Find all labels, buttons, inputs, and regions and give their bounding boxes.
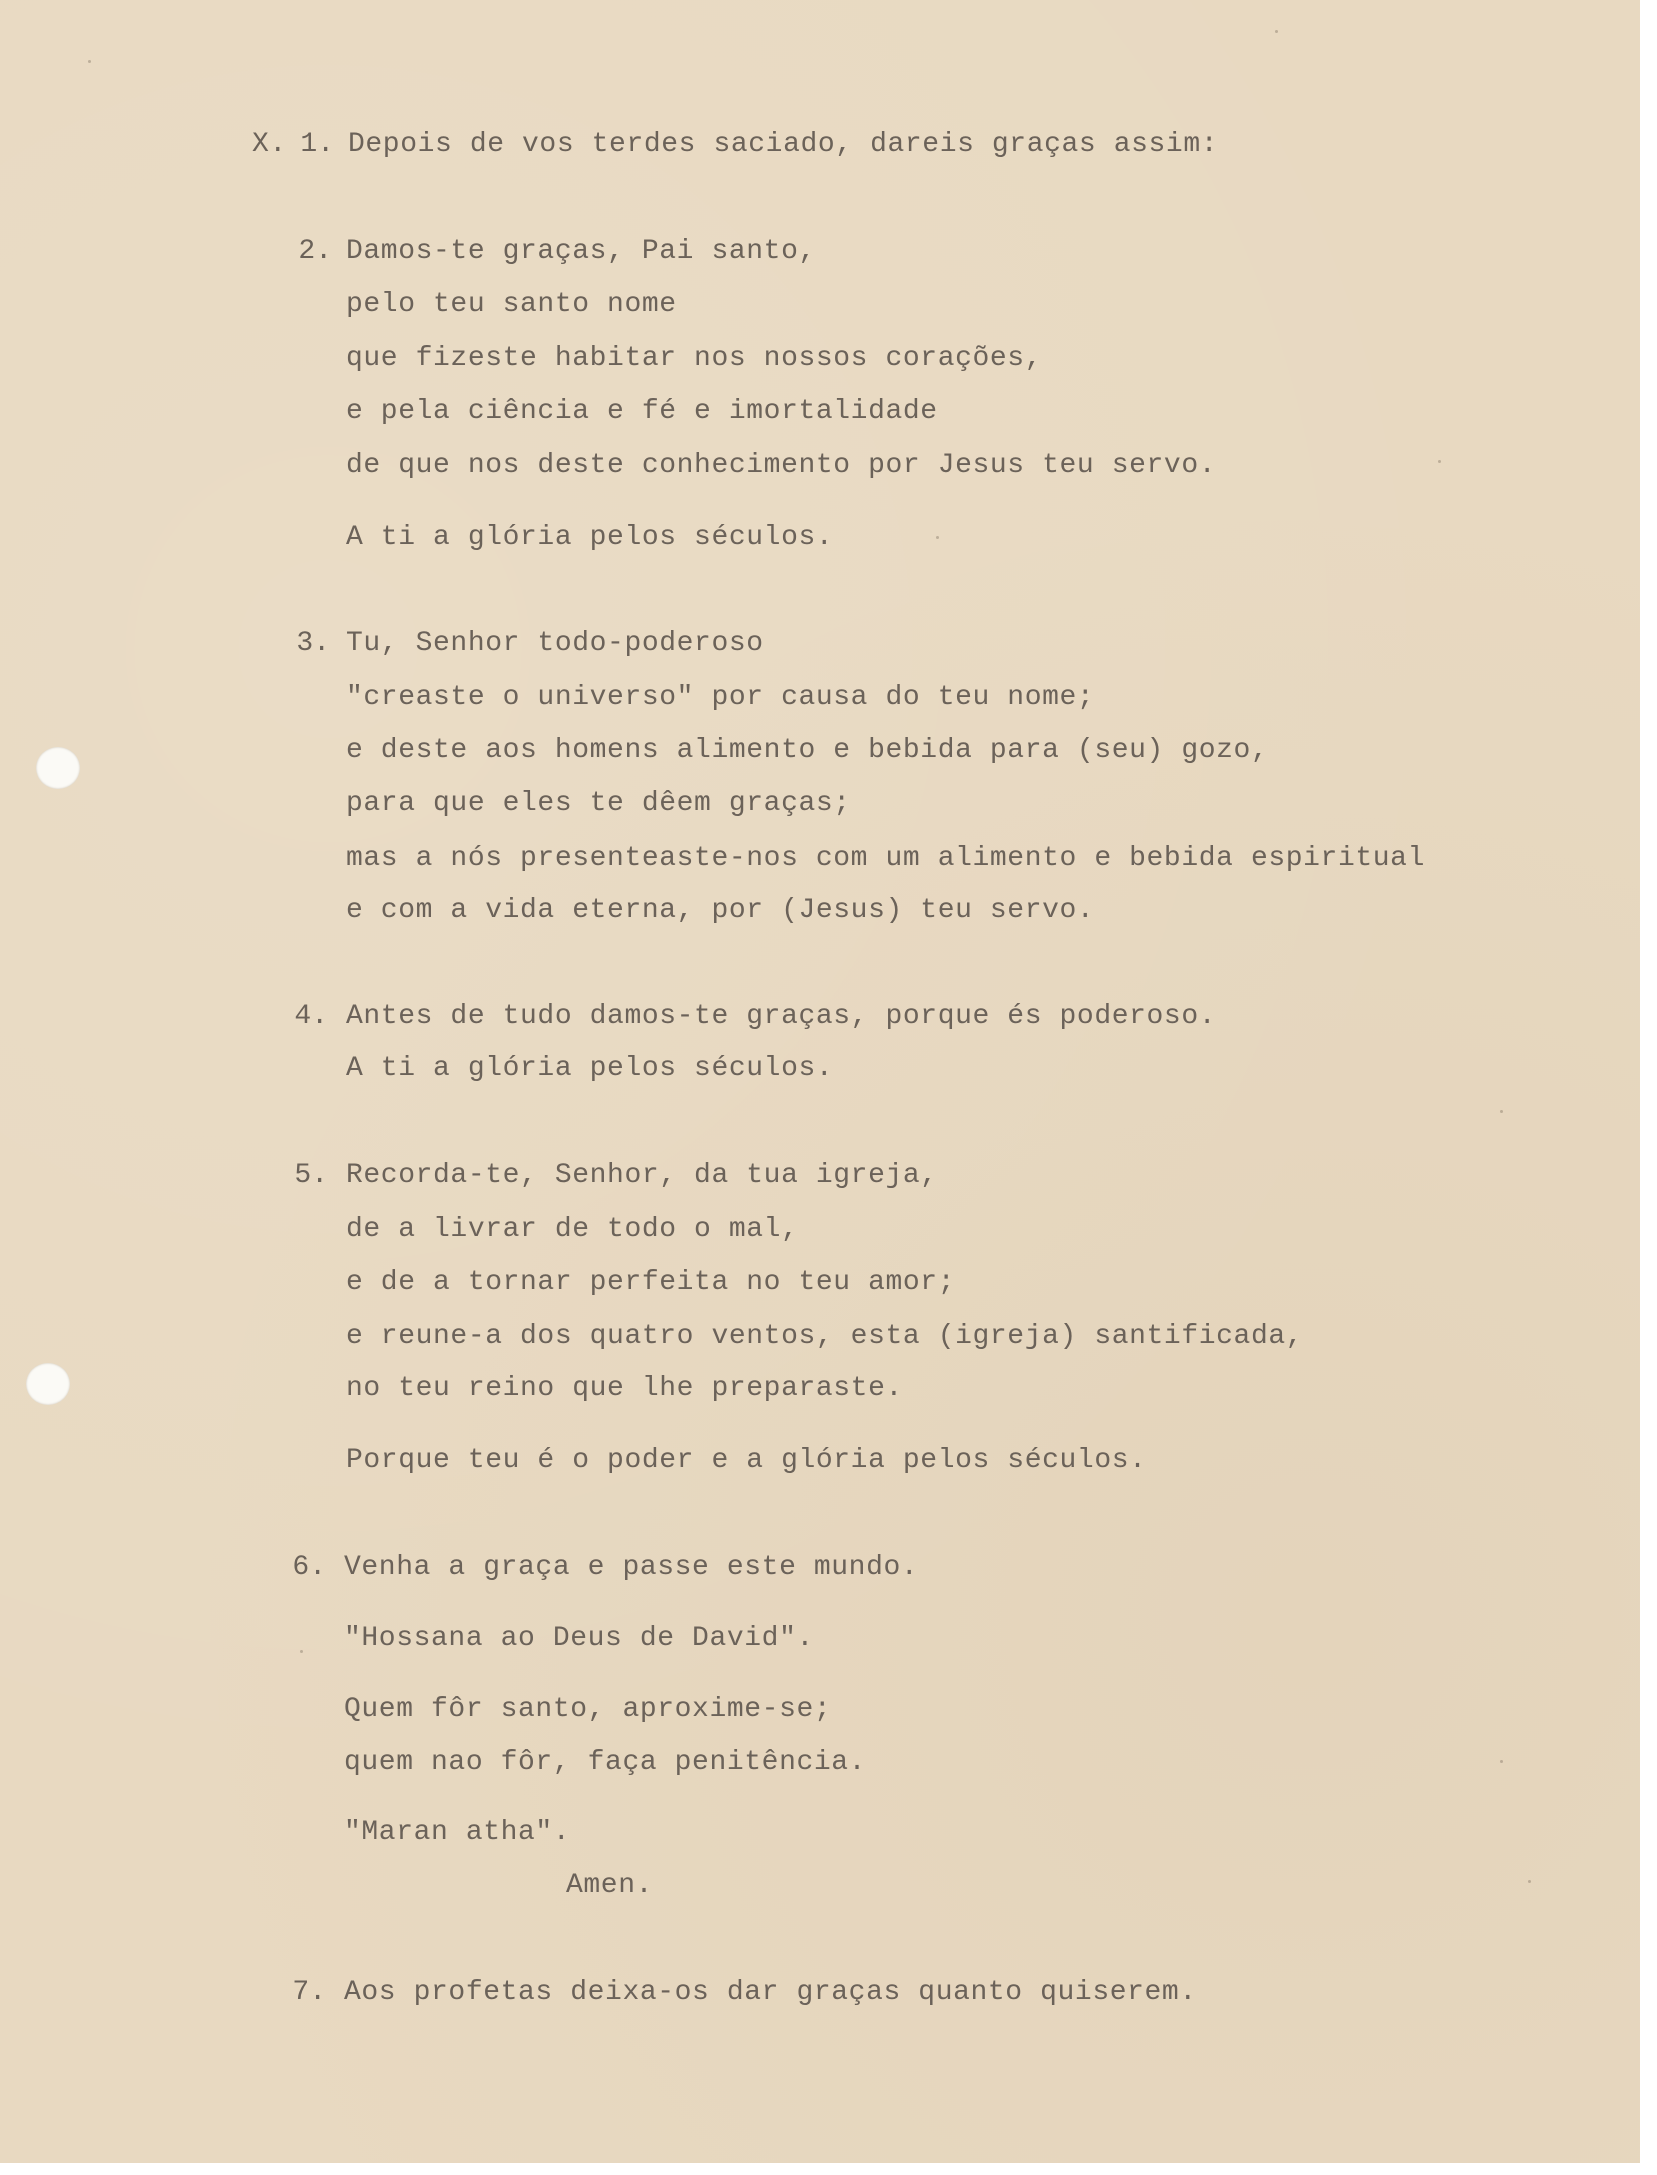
verse-line: mas a nós presenteaste-nos com um alimento e bebida espiritual [346, 843, 1425, 874]
verse-line: "creaste o universo" por causa do teu nome; [346, 682, 1095, 713]
verse-line: de que nos deste conhecimento por Jesus teu servo. [346, 450, 1217, 481]
paper-speck [1438, 460, 1441, 463]
verse-line: Quem fôr santo, aproxime-se; [344, 1694, 832, 1725]
verse-line: no teu reino que lhe preparaste. [346, 1373, 903, 1404]
verse-line: para que eles te dêem graças; [346, 788, 851, 819]
scan-margin-bottom [0, 2163, 1657, 2175]
verse-line: "Maran atha". [344, 1817, 571, 1848]
verse-line: Tu, Senhor todo-poderoso [346, 628, 764, 659]
verse-line: Damos-te graças, Pai santo, [346, 236, 816, 267]
punch-hole-lower [26, 1363, 70, 1405]
doxology-line: A ti a glória pelos séculos. [346, 1053, 834, 1084]
amen-line: Amen. [566, 1870, 654, 1901]
verse-line: Antes de tudo damos-te graças, porque és poderoso. [346, 1001, 1217, 1032]
verse-line: pelo teu santo nome [346, 289, 677, 320]
paper-speck [1500, 1760, 1503, 1763]
verse-line: e com a vida eterna, por (Jesus) teu servo. [346, 895, 1095, 926]
verse-line: e de a tornar perfeita no teu amor; [346, 1267, 956, 1298]
verse-line: Venha a graça e passe este mundo. [344, 1552, 919, 1583]
verse-line: e deste aos homens alimento e bebida para (seu) gozo, [346, 735, 1269, 766]
section-number-1: 1. [300, 129, 334, 160]
verse-line: e pela ciência e fé e imortalidade [346, 396, 938, 427]
paper-speck [1500, 1110, 1503, 1113]
chapter-marker: X. [252, 129, 287, 160]
section-number-6: 6. [292, 1552, 326, 1583]
section-number-7: 7. [292, 1977, 326, 2008]
section-number-2: 2. [298, 236, 332, 267]
paper-speck [300, 1650, 303, 1653]
verse-line: de a livrar de todo o mal, [346, 1214, 799, 1245]
paper-speck [936, 536, 939, 539]
section-number-3: 3. [296, 628, 330, 659]
doxology-line: Porque teu é o poder e a glória pelos séculos. [346, 1445, 1147, 1476]
paper-speck [1275, 30, 1278, 33]
verse-line: quem nao fôr, faça penitência. [344, 1747, 867, 1778]
punch-hole-upper [36, 747, 80, 789]
verse-line: que fizeste habitar nos nossos corações, [346, 343, 1043, 374]
verse-line: Depois de vos terdes saciado, dareis graças assim: [348, 129, 1219, 160]
verse-line: Recorda-te, Senhor, da tua igreja, [346, 1160, 938, 1191]
section-number-5: 5. [294, 1160, 328, 1191]
paper-speck [1528, 1880, 1531, 1883]
scan-margin-right [1640, 0, 1657, 2175]
verse-line: Aos profetas deixa-os dar graças quanto quiserem. [344, 1977, 1197, 2008]
verse-line: e reune-a dos quatro ventos, esta (igreja) santificada, [346, 1321, 1304, 1352]
verse-line: "Hossana ao Deus de David". [344, 1623, 814, 1654]
doxology-line: A ti a glória pelos séculos. [346, 522, 834, 553]
paper-speck [88, 60, 91, 63]
section-number-4: 4. [294, 1001, 328, 1032]
